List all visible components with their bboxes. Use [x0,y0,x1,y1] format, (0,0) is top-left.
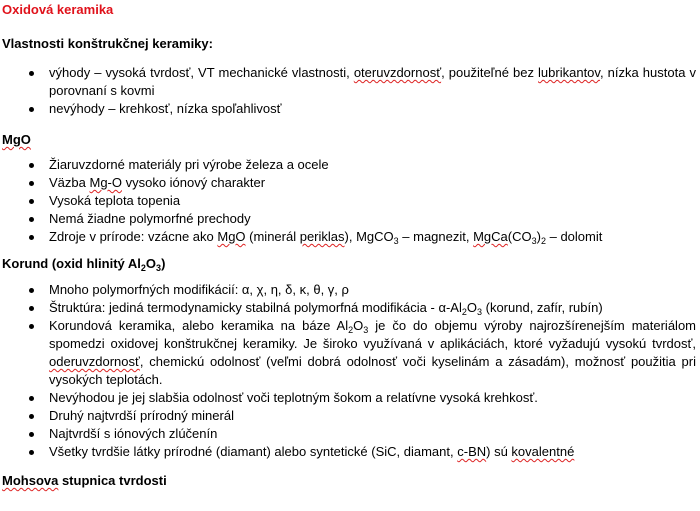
list-item: Mnoho polymorfných modifikácií: α, χ, η, δ, κ, θ, γ, ρ [2,281,698,299]
list-item: Vysoká teplota topenia [2,192,698,210]
list-item: nevýhody – krehkosť, nízka spoľahlivosť [2,100,698,118]
list-item: Nevýhodou je jej slabšia odolnosť voči teplotným šokom a relatívne vysoká krehkosť. [2,389,698,407]
bullet-list-mgo [2,156,698,246]
list-item: Všetky tvrdšie látky prírodné (diamant) alebo syntetické (SiC, diamant, c-BN) sú kovalentné [2,443,698,461]
list-item: Zdroje v prírode: vzácne ako MgO (minerál periklas), MgCO$_3$ – magnezit, $MgCa(CO_3)_2$ – dolomit [2,228,698,246]
section-heading-mgo: MgO [2,132,31,147]
page-title: Oxidová keramika [2,2,114,17]
section-heading-mohs: Mohsova stupnica tvrdosti [2,473,167,488]
list-item: Väzba Mg-O vysoko iónový charakter [2,174,698,192]
document-page [2,0,698,489]
list-item: výhody – vysoká tvrdosť, VT mechanické vlastnosti, oteruvzdornosť, použiteľné bez lubrikantov, nízka hustota v porovnaní s kovmi [2,64,698,100]
bullet-list-korund [2,281,698,461]
bullet-list-properties [2,64,698,118]
list-item: Žiaruvzdorné materiály pri výrobe železa a ocele [2,156,698,174]
list-item: Druhý najtvrdší prírodný minerál [2,407,698,425]
list-item: Korundová keramika, alebo keramika na báze $Al_2O_3$ je čo do objemu výroby najrozšírenejším materiálom spomedzi oxidovej konštrukčnej keramiky. Je široko využívaná v aplikáciách, ktoré vyžadujú vysokú tvrdosť, oderuvzdornosť, chemickú odolnosť (veľmi dobrá odolnosť voči kyselinám a zásadám), možnosť použitia pri vysokých teplotách. [2,317,698,389]
list-item: Nemá žiadne polymorfné prechody [2,210,698,228]
list-item: Štruktúra: jediná termodynamicky stabilná polymorfná modifikácia - $\alpha-Al_2O_3$ (korund, zafír, rubín) [2,299,698,317]
section-heading-properties: Vlastnosti konštrukčnej keramiky: [2,36,213,51]
list-item: Najtvrdší s iónových zlúčenín [2,425,698,443]
section-heading-korund: Korund (oxid hlinitý $Al_2O_3$) [2,256,166,273]
